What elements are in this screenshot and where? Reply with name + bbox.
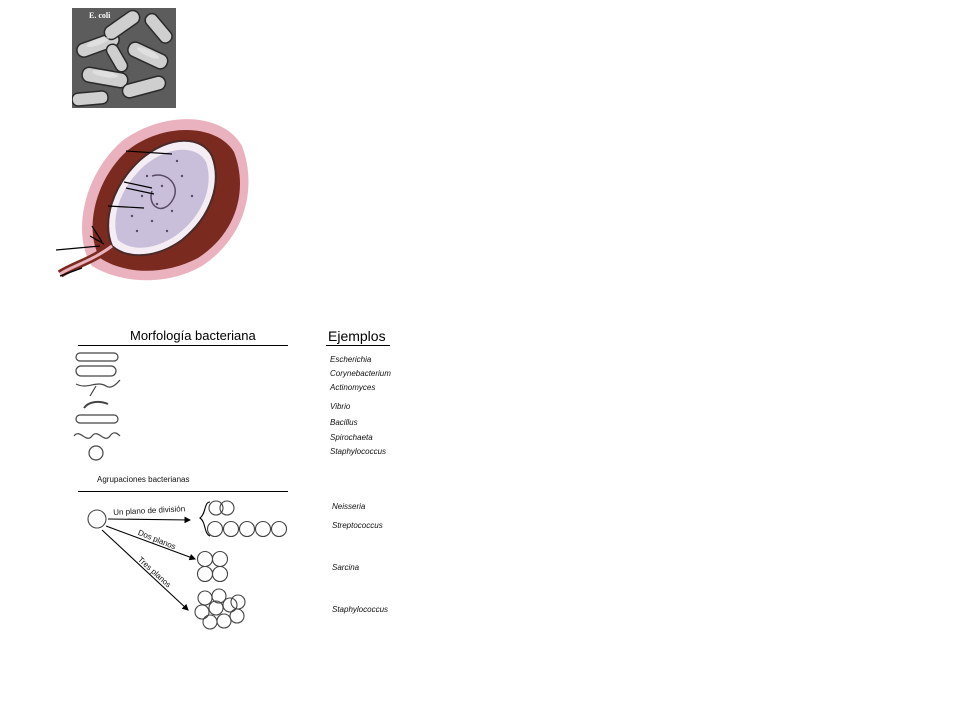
example-actinomyces: Actinomyces	[330, 383, 376, 392]
groupings-title: Agrupaciones bacterianas	[97, 475, 190, 484]
groupings-diagram	[70, 494, 300, 634]
example-streptococcus: Streptococcus	[332, 521, 383, 530]
bacteria-photo-graphic	[72, 8, 176, 108]
parent-coccus	[88, 510, 106, 528]
groupings-rule	[78, 491, 288, 492]
plane-one-arrow	[108, 519, 190, 520]
example-sarcina: Sarcina	[332, 563, 360, 572]
plane-one-label: Un plano de división	[113, 504, 186, 517]
plane-three-label: Tres planos	[135, 555, 173, 590]
ecoli-micrograph	[72, 8, 176, 108]
example-escherichia: Escherichia	[330, 355, 372, 364]
coryne-shape	[76, 366, 116, 376]
example-staphylococcus-cluster: Staphylococcus	[332, 605, 389, 614]
coccus-shape	[89, 446, 103, 460]
staphylococcus-cluster	[195, 589, 245, 629]
example-spirochaeta: Spirochaeta	[330, 433, 373, 442]
morphology-shapes	[70, 350, 130, 462]
morphology-title: Morfología bacteriana	[130, 328, 256, 343]
example-vibrio: Vibrio	[330, 402, 351, 411]
plane-two-label: Dos planos	[136, 528, 178, 552]
bacterial-cell-illustration	[52, 116, 252, 288]
plane-two-arrow	[106, 526, 195, 559]
spirochete-shape	[74, 433, 120, 438]
photo-label: E. coli	[89, 11, 111, 20]
example-staphylococcus: Staphylococcus	[330, 447, 387, 456]
example-bacillus: Bacillus	[330, 418, 358, 427]
diplococcus-group	[209, 501, 234, 515]
brace	[200, 502, 210, 536]
sarcina-group	[198, 552, 228, 582]
bacillus-rod-shape	[76, 415, 118, 423]
example-neisseria: Neisseria	[332, 502, 366, 511]
morphology-chart	[70, 318, 410, 638]
actinomyces-shape	[76, 380, 120, 396]
examples-title: Ejemplos	[328, 328, 386, 344]
vibrio-shape	[84, 402, 108, 408]
title-rule	[78, 345, 288, 346]
examples-rule	[326, 345, 390, 346]
bacillus-shape	[76, 353, 118, 361]
example-corynebacterium: Corynebacterium	[330, 369, 391, 378]
streptococcus-group	[208, 522, 287, 537]
